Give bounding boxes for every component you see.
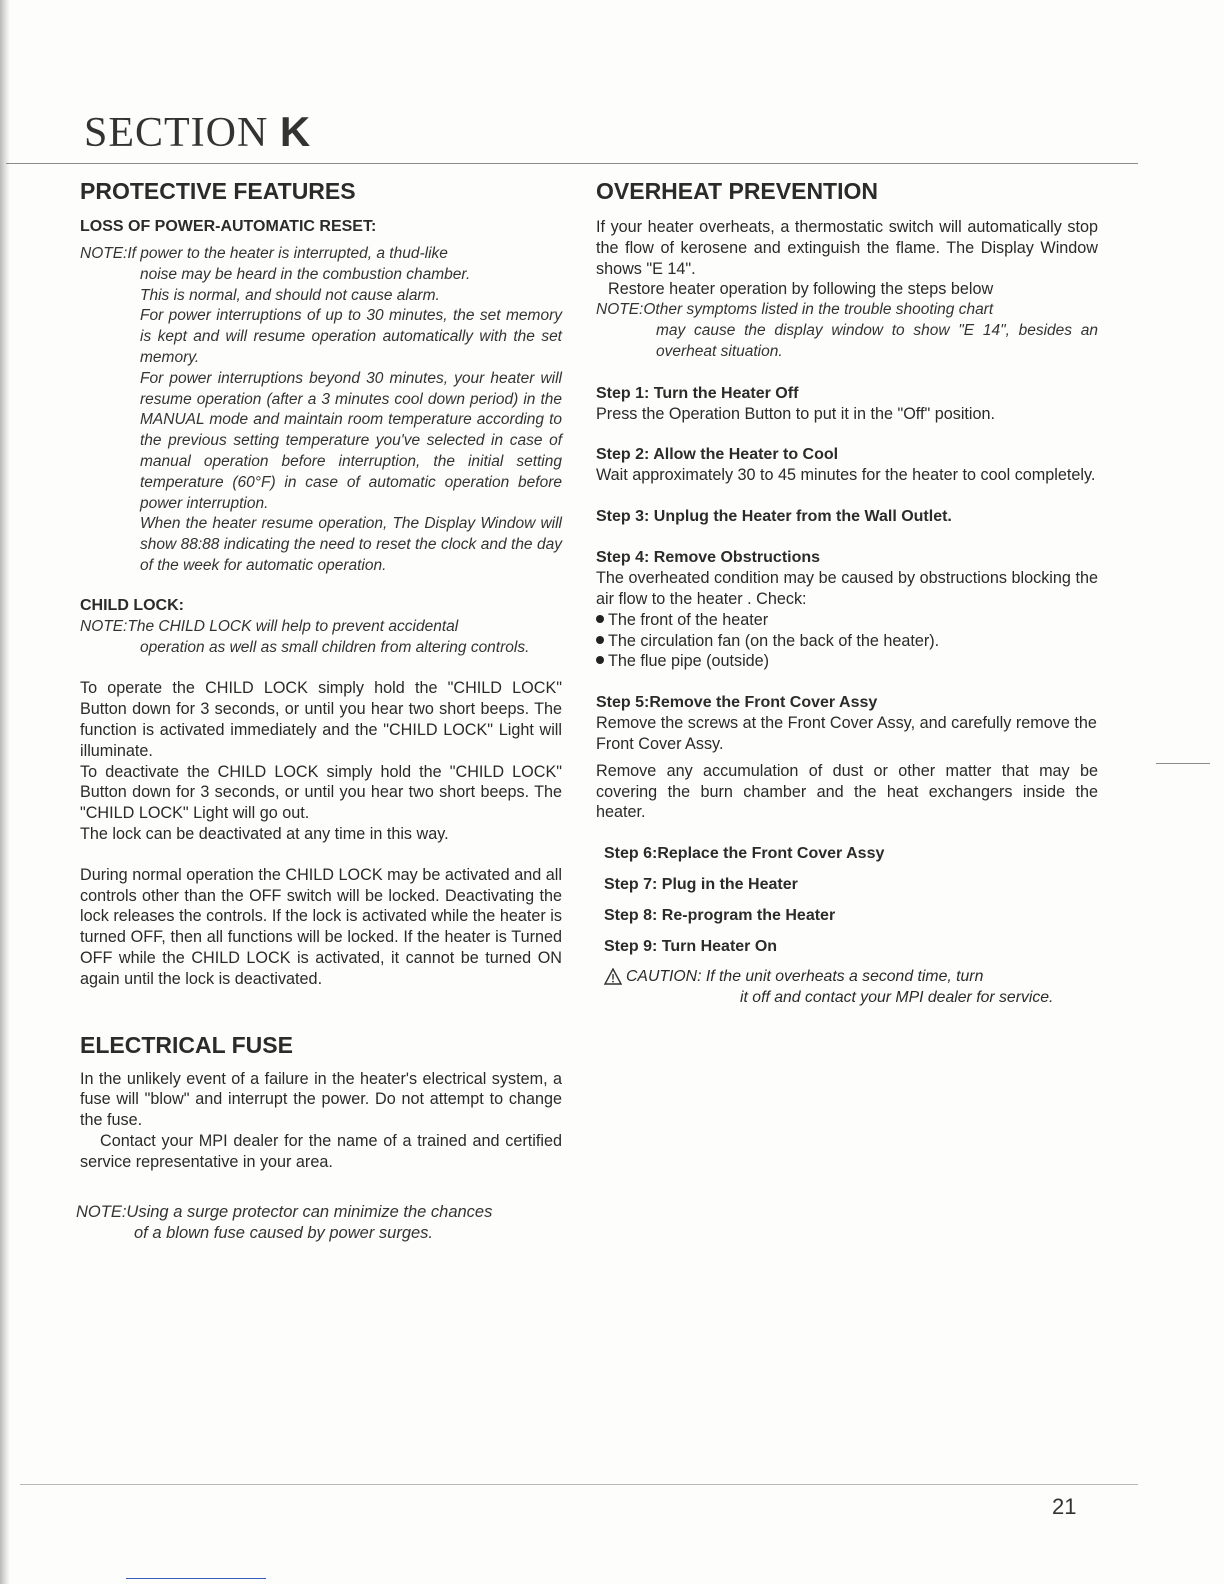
- step-7-title: Step 7: Plug in the Heater: [604, 876, 798, 894]
- step-4-text: The overheated condition may be caused by obstructions blocking the air flow to the heater . Check:: [596, 569, 1098, 608]
- child-lock-heading: CHILD LOCK:: [80, 596, 184, 614]
- step-4-bullet: The circulation fan (on the back of the heater).: [596, 631, 1098, 652]
- loss-of-power-heading: LOSS OF POWER-AUTOMATIC RESET:: [80, 218, 377, 235]
- fuse-paragraph: In the unlikely event of a failure in the heater's electrical system, a fuse will "blow" and interrupt the power. Do not attempt to change the fuse.: [80, 1069, 562, 1130]
- note-first-line: If power to the heater is interrupted, a thud-like: [127, 245, 448, 262]
- footer-link-underline: [126, 1578, 266, 1579]
- header-rule: [6, 163, 1138, 164]
- note-label: NOTE:: [76, 1203, 127, 1222]
- note-line: This is normal, and should not cause alarm.: [140, 286, 440, 304]
- electrical-fuse-heading: ELECTRICAL FUSE: [80, 1031, 293, 1058]
- warning-triangle-icon: [604, 968, 622, 985]
- restore-instructions: Restore heater operation by following the steps below: [608, 280, 994, 299]
- note-label: NOTE:: [80, 617, 128, 635]
- step-1-title: Step 1: Turn the Heater Off: [596, 384, 799, 402]
- child-lock-paragraph: During normal operation the CHILD LOCK may be activated and all controls other than the OFF switch will be locked. Deactivating the lock releases the controls. If the lock is activated while the heater is turned OFF, then all functions will be locked. If the heater is Turned OFF while the CHILD LOCK is activated, it cannot be turned ON again until the lock is deactivated.: [80, 865, 562, 988]
- step-9-title: Step 9: Turn Heater On: [604, 938, 778, 956]
- left-column: [76, 178, 562, 1244]
- caution-rest: it off and contact your MPI dealer for service.: [740, 988, 1054, 1006]
- note-line: noise may be heard in the combustion chamber.: [140, 265, 471, 283]
- note-line: may cause the display window to show "E 14", besides an overheat situation.: [656, 321, 1098, 360]
- section-letter: K: [279, 108, 312, 155]
- step-2-text: Wait approximately 30 to 45 minutes for the heater to cool completely.: [596, 466, 1096, 485]
- note-line: For power interruptions beyond 30 minutes, your heater will resume operation (after a 3 minutes cool down period) in the MANUAL mode and maintain room temperature according to the previous setting temperature you've selected in case of manual operation before interruption, the initial setting temperature (60°F) in case of automatic operation before power interruption.: [140, 369, 562, 512]
- step-1-text: Press the Operation Button to put it in the "Off" position.: [596, 404, 996, 423]
- bullet-icon: [596, 615, 604, 623]
- note-line: When the heater resume operation, The Display Window will show 88:88 indicating the need to reset the clock and the day of the week for automatic operation.: [140, 515, 562, 574]
- step-4-bullet: The front of the heater: [596, 610, 1098, 631]
- section-word: SECTION: [84, 110, 269, 156]
- page-number: 21: [1052, 1494, 1077, 1519]
- caution-first-line: If the unit overheats a second time, turn: [705, 968, 984, 986]
- section-title: [84, 108, 311, 157]
- loss-of-power-note: [80, 244, 562, 577]
- step-3-title: Step 3: Unplug the Heater from the Wall Outlet.: [596, 508, 952, 526]
- overheat-note: [596, 300, 1098, 362]
- step-5-text: Remove the screws at the Front Cover Assy, and carefully remove the Front Cover Assy.: [596, 714, 1097, 753]
- note-first-line: The CHILD LOCK will help to prevent accidental: [127, 617, 459, 635]
- note-first-line: Other symptoms listed in the trouble shooting chart: [643, 301, 994, 319]
- note-line: operation as well as small children from altering controls.: [140, 638, 530, 656]
- step-4-bullet: The flue pipe (outside): [596, 651, 1098, 672]
- bullet-icon: [596, 636, 604, 644]
- protective-features-heading: PROTECTIVE FEATURES: [80, 178, 356, 204]
- child-lock-note: [80, 617, 562, 659]
- note-first-line: Using a surge protector can minimize the chances: [126, 1203, 493, 1222]
- right-column: [596, 178, 1098, 1009]
- step-5-title: Step 5:Remove the Front Cover Assy: [596, 694, 878, 712]
- note-label: NOTE:: [596, 301, 644, 319]
- bullet-icon: [596, 656, 604, 664]
- step-6-title: Step 6:Replace the Front Cover Assy: [604, 845, 885, 863]
- footer-rule: [20, 1484, 1138, 1485]
- fuse-note: [76, 1202, 562, 1244]
- child-lock-paragraph: To deactivate the CHILD LOCK simply hold the "CHILD LOCK" Button down for 3 seconds, or until you hear two short beeps. The "CHILD LOCK" Light will go out.: [80, 762, 562, 823]
- caution-label: CAUTION:: [626, 968, 702, 986]
- step-2-title: Step 2: Allow the Heater to Cool: [596, 446, 839, 464]
- step-5-text-2: Remove any accumulation of dust or other matter that may be covering the burn chamber and the heat exchangers inside the heater.: [596, 761, 1098, 822]
- caution-block: [604, 967, 1098, 1009]
- overheat-prevention-heading: OVERHEAT PREVENTION: [596, 178, 878, 204]
- step-8-title: Step 8: Re-program the Heater: [604, 907, 836, 925]
- note-line: of a blown fuse caused by power surges.: [134, 1224, 434, 1243]
- child-lock-paragraph: The lock can be deactivated at any time in this way.: [80, 824, 449, 843]
- step-4-title: Step 4: Remove Obstructions: [596, 549, 821, 567]
- child-lock-paragraph: To operate the CHILD LOCK simply hold the "CHILD LOCK" Button down for 3 seconds, or until you hear two short beeps. The function is activated immediately and the "CHILD LOCK" Light will illuminate.: [80, 679, 562, 760]
- note-label: NOTE:: [80, 245, 128, 262]
- note-line: For power interruptions of up to 30 minutes, the set memory is kept and will resume operation automatically with the set memory.: [140, 307, 562, 366]
- overheat-intro: If your heater overheats, a thermostatic switch will automatically stop the flow of kerosene and extinguish the flame. The Display Window shows "E 14".: [596, 218, 1098, 278]
- fuse-paragraph: Contact your MPI dealer for the name of a trained and certified service representative in your area.: [80, 1131, 562, 1171]
- margin-mark: [1156, 763, 1210, 764]
- binding-shadow: [0, 0, 10, 1584]
